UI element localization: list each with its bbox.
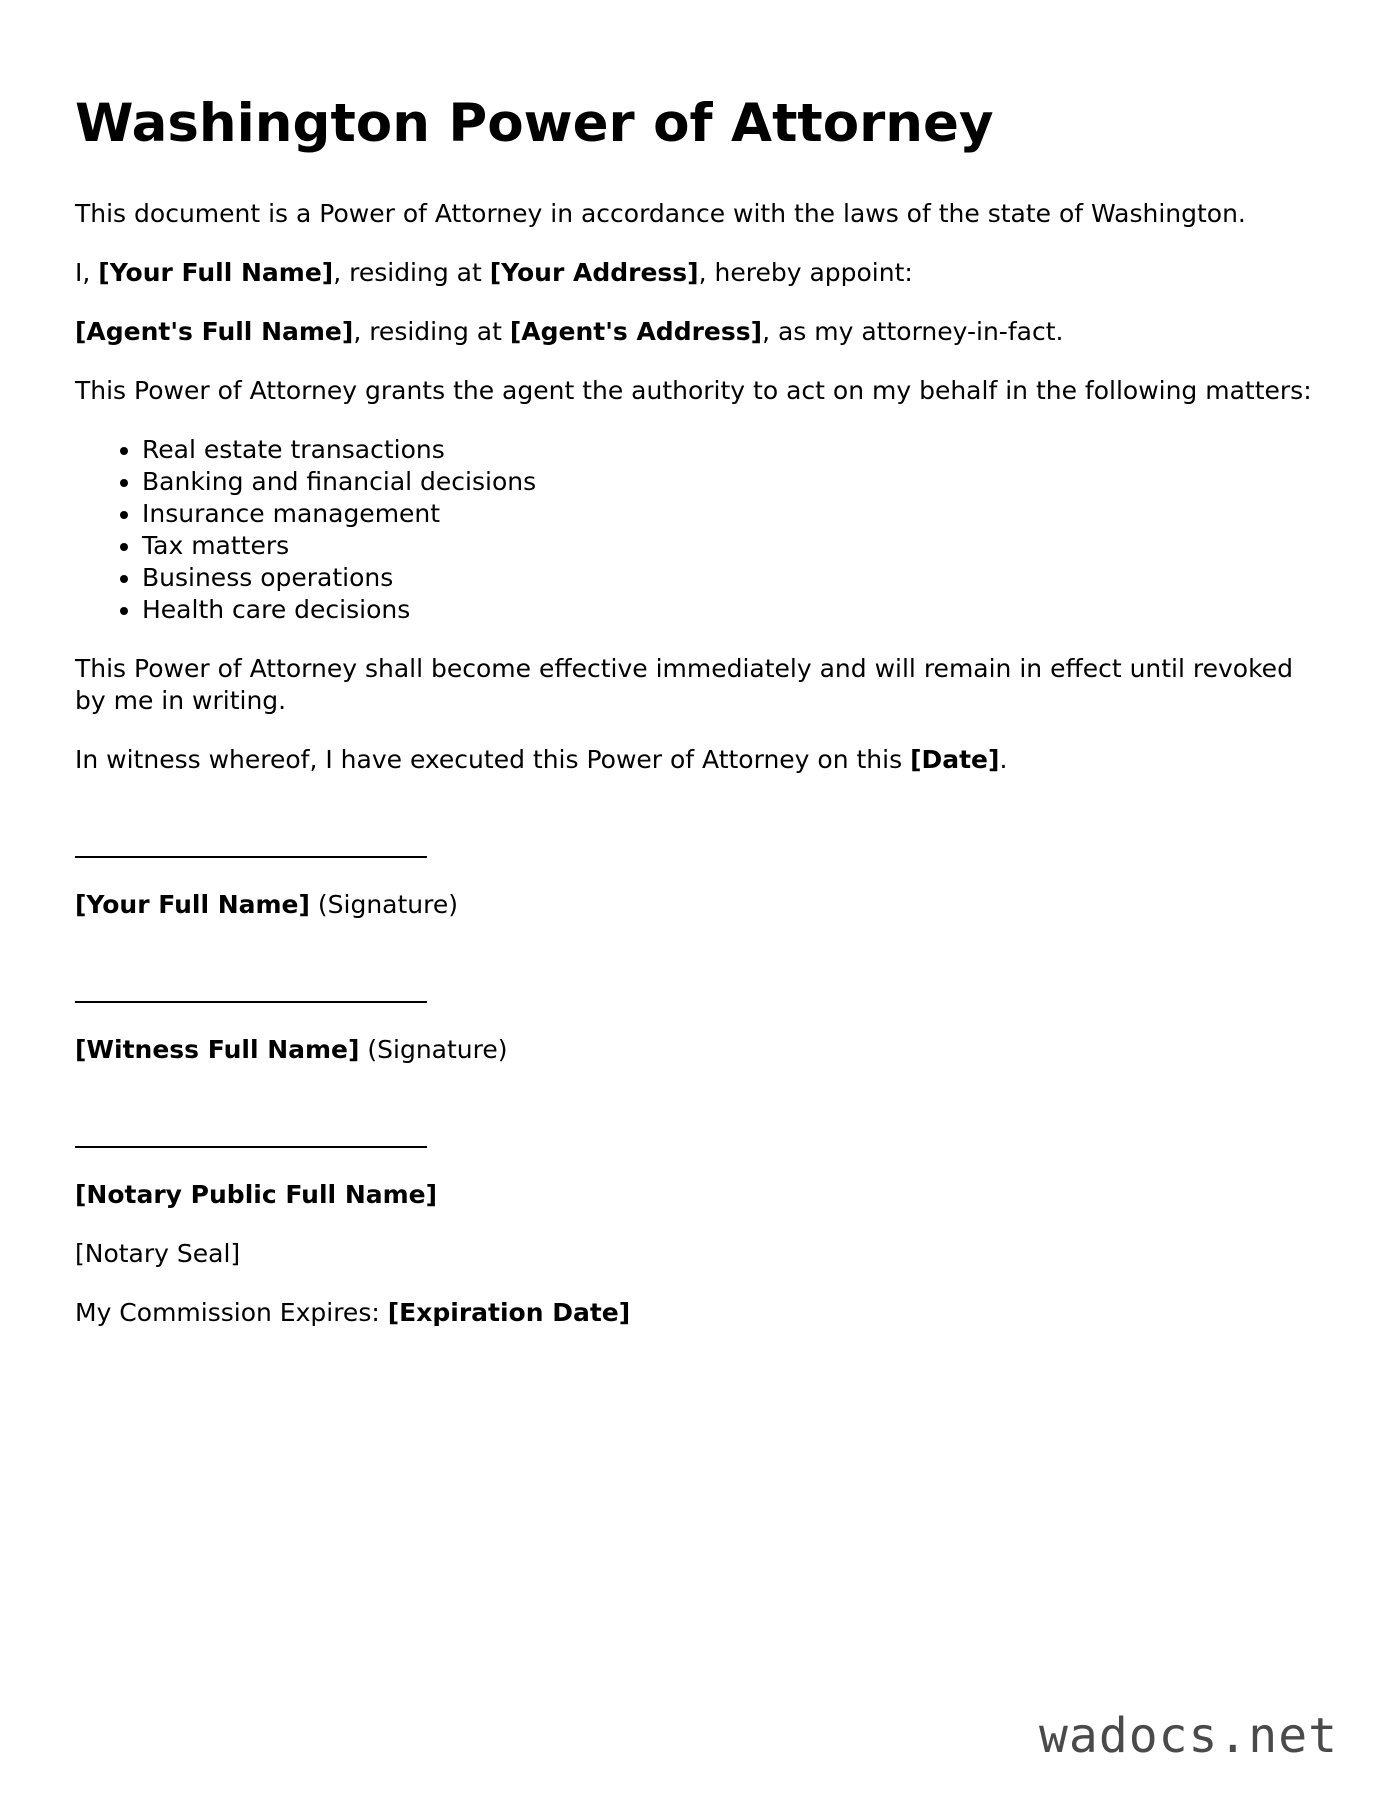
principal-signature-suffix: (Signature) xyxy=(309,889,458,919)
list-item: • Banking and financial decisions xyxy=(142,466,1315,498)
notary-signature-name: [Notary Public Full Name] xyxy=(75,1179,438,1209)
notary-signature-label xyxy=(75,1179,1315,1211)
intro-paragraph: This document is a Power of Attorney in accordance with the laws of the state of Washington. xyxy=(75,198,1246,228)
witness-paragraph xyxy=(75,744,1315,776)
principal-signature-line xyxy=(75,830,1315,862)
agent-name-placeholder: [Agent's Full Name] xyxy=(75,316,354,346)
list-item: • Health care decisions xyxy=(142,594,1315,626)
principal-name-placeholder: [Your Full Name] xyxy=(98,257,334,287)
effective-paragraph: This Power of Attorney shall become effective immediately and will remain in effect until revoked by me in writing. xyxy=(75,653,1293,715)
notary-seal: [Notary Seal] xyxy=(75,1238,241,1268)
powers-list xyxy=(75,434,1315,626)
agent-suffix: , as my attorney-in-fact. xyxy=(762,316,1064,346)
appoint-residing: , residing at xyxy=(333,257,490,287)
principal-signature-name: [Your Full Name] xyxy=(75,889,310,919)
signature-rule xyxy=(75,1146,427,1148)
document-title: Washington Power of Attorney xyxy=(75,93,994,154)
expiration-date-placeholder: [Expiration Date] xyxy=(387,1297,631,1327)
agent-address-placeholder: [Agent's Address] xyxy=(509,316,763,346)
witness-signature-label xyxy=(75,1034,1315,1066)
document-page xyxy=(75,92,1315,1356)
witness-signature-line xyxy=(75,975,1315,1007)
watermark: wadocs.net xyxy=(1039,1708,1338,1764)
witness-end: . xyxy=(999,744,1008,774)
list-item: • Business operations xyxy=(142,562,1315,594)
notary-signature-line xyxy=(75,1120,1315,1152)
witness-text: In witness whereof, I have executed this Power of Attorney on this xyxy=(75,744,911,774)
principal-signature-label xyxy=(75,889,1315,921)
commission-paragraph xyxy=(75,1297,1315,1329)
agent-residing: , residing at xyxy=(353,316,510,346)
appoint-prefix: I, xyxy=(75,257,99,287)
list-item: • Tax matters xyxy=(142,530,1315,562)
list-item: • Real estate transactions xyxy=(142,434,1315,466)
commission-label: My Commission Expires: xyxy=(75,1297,388,1327)
appoint-paragraph xyxy=(75,257,1315,289)
signature-rule xyxy=(75,1001,427,1003)
signature-rule xyxy=(75,856,427,858)
agent-paragraph xyxy=(75,316,1315,348)
appoint-suffix: , hereby appoint: xyxy=(698,257,913,287)
grant-paragraph: This Power of Attorney grants the agent the authority to act on my behalf in the following matters: xyxy=(75,375,1312,405)
principal-address-placeholder: [Your Address] xyxy=(489,257,699,287)
date-placeholder: [Date] xyxy=(910,744,1000,774)
list-item: • Insurance management xyxy=(142,498,1315,530)
witness-signature-suffix: (Signature) xyxy=(359,1034,508,1064)
witness-signature-name: [Witness Full Name] xyxy=(75,1034,360,1064)
